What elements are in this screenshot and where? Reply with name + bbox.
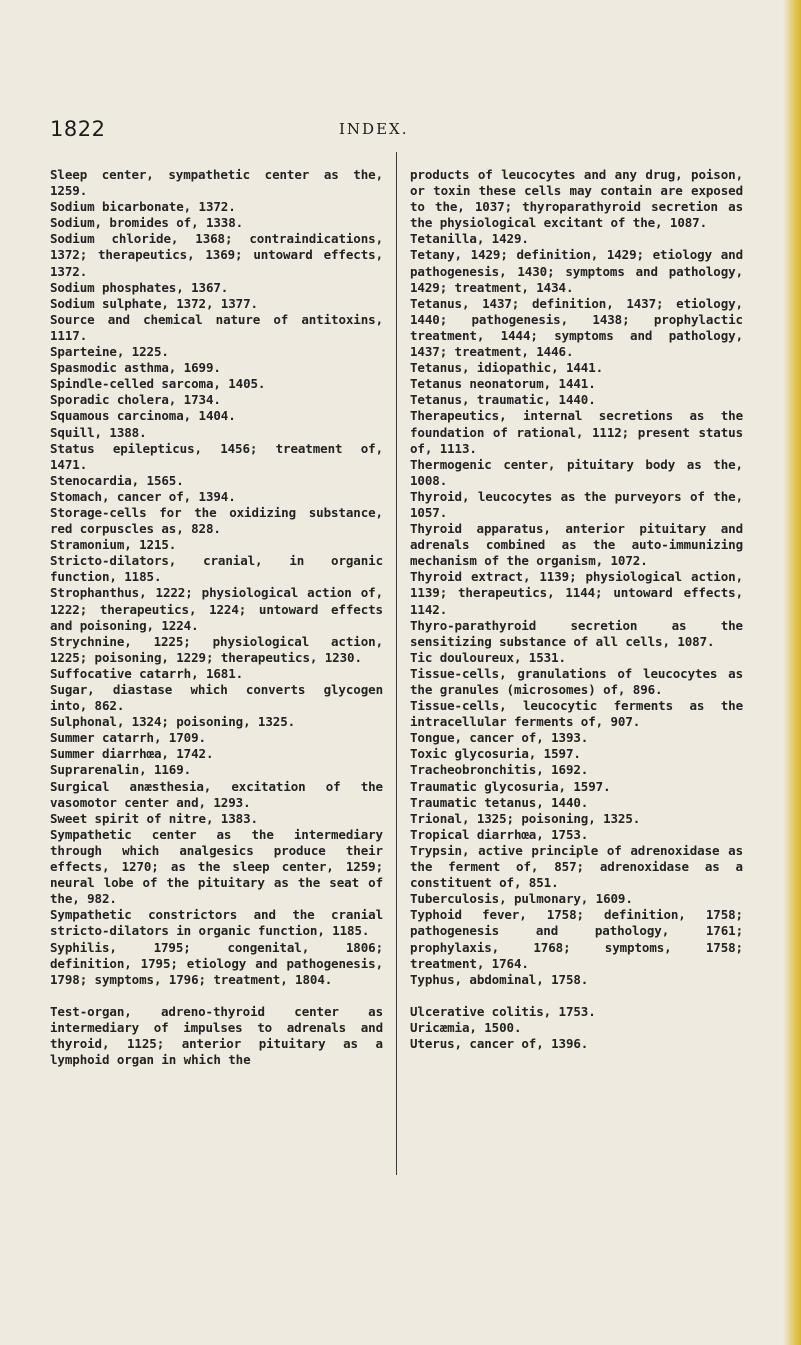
index-entry: Uricæmia, 1500.: [410, 1019, 522, 1035]
index-entry: Thyroid apparatus, anterior pituitary and adrenals combined as the auto-immunizing mechanism of the organism, 1072.: [410, 521, 743, 569]
index-entry: Syphilis, 1795; congenital, 1806; definition, 1795; etiology and pathogenesis, 1798; symptoms, 1796; treatment, 1804.: [50, 939, 383, 987]
index-entry: Strychnine, 1225; physiological action, 1225; poisoning, 1229; therapeutics, 1230.: [50, 633, 383, 665]
index-entry: Sugar, diastase which converts glycogen into, 862.: [50, 682, 383, 714]
index-entry: Storage-cells for the oxidizing substance, red corpuscles as, 828.: [50, 504, 383, 537]
index-entry: Sleep center, sympathetic center as the, 1259.: [50, 167, 383, 199]
index-entry: Squamous carcinoma, 1404.: [50, 408, 236, 424]
index-entry: Stramonium, 1215.: [50, 537, 177, 553]
index-entry: Tetany, 1429; definition, 1429; etiology and pathogenesis, 1430; symptoms and pathology, 1429; treatment, 1434.: [410, 247, 743, 295]
index-entry: Source and chemical nature of antitoxins, 1117.: [50, 311, 383, 343]
index-column-left: [50, 167, 383, 1068]
index-entry: Sodium phosphates, 1367.: [50, 279, 229, 295]
index-entry: Summer catarrh, 1709.: [50, 730, 206, 746]
index-entry: Sodium sulphate, 1372, 1377.: [50, 295, 258, 311]
index-entry: Squill, 1388.: [50, 424, 147, 440]
index-entry: Tetanus neonatorum, 1441.: [410, 376, 596, 392]
index-entry: Tetanilla, 1429.: [410, 231, 529, 247]
index-entry: Sodium bicarbonate, 1372.: [50, 199, 236, 215]
index-entry: Tetanus, idiopathic, 1441.: [410, 360, 604, 376]
index-entry: Tetanus, traumatic, 1440.: [410, 392, 596, 408]
page-number: 1822: [50, 117, 106, 141]
index-entry: Thermogenic center, pituitary body as the, 1008.: [410, 456, 743, 488]
index-entry: Stomach, cancer of, 1394.: [50, 488, 236, 504]
index-entry: Tetanus, 1437; definition, 1437; etiology, 1440; pathogenesis, 1438; prophylactic treatment, 1444; symptoms and pathology, 1437; treatment, 1446.: [410, 295, 743, 360]
index-entry: Trional, 1325; poisoning, 1325.: [410, 810, 641, 826]
index-entry: Traumatic tetanus, 1440.: [410, 794, 589, 810]
index-entry: Typhoid fever, 1758; definition, 1758; pathogenesis and pathology, 1761; prophylaxis, 1768; symptoms, 1758; treatment, 1764.: [410, 907, 743, 971]
index-entry: Sweet spirit of nitre, 1383.: [50, 810, 258, 826]
index-entry: Sparteine, 1225.: [50, 344, 169, 360]
page-header: [0, 117, 801, 147]
running-head: INDEX.: [339, 120, 409, 138]
index-entry: products of leucocytes and any drug, poison, or toxin these cells may contain are exposed to the, 1037; thyroparathyroid secretion as the physiological excitant of the, 1087.: [410, 167, 743, 231]
index-entry: Spindle-celled sarcoma, 1405.: [50, 376, 266, 392]
index-entry: Strophanthus, 1222; physiological action of, 1222; therapeutics, 1224; untoward effects and poisoning, 1224.: [50, 585, 383, 633]
index-entry: Tuberculosis, pulmonary, 1609.: [410, 891, 633, 907]
index-entry: Traumatic glycosuria, 1597.: [410, 778, 611, 794]
index-entry: Suprarenalin, 1169.: [50, 762, 192, 778]
index-entry: Trypsin, active principle of adrenoxidase as the ferment of, 857; adrenoxidase as a constituent of, 851.: [410, 842, 743, 891]
index-entry: Sulphonal, 1324; poisoning, 1325.: [50, 714, 296, 730]
index-entry: Tropical diarrhœa, 1753.: [410, 826, 589, 842]
index-entry: Sporadic cholera, 1734.: [50, 392, 221, 408]
index-entry: Tongue, cancer of, 1393.: [410, 730, 589, 746]
index-entry: Tissue-cells, granulations of leucocytes as the granules (microsomes) of, 896.: [410, 665, 743, 697]
index-entry: Surgical anæsthesia, excitation of the vasomotor center and, 1293.: [50, 778, 383, 810]
index-entry: Stricto-dilators, cranial, in organic function, 1185.: [50, 553, 383, 585]
index-column-right: [410, 167, 743, 1052]
index-entry: Tic douloureux, 1531.: [410, 649, 566, 665]
index-entry: Summer diarrhœa, 1742.: [50, 746, 214, 762]
index-entry: Therapeutics, internal secretions as the foundation of rational, 1112; present status of, 1113.: [410, 408, 743, 456]
column-divider: [396, 152, 397, 1175]
index-entry: Sodium, bromides of, 1338.: [50, 215, 244, 231]
index-entry: Typhus, abdominal, 1758.: [410, 971, 589, 987]
index-entry: Test-organ, adreno-thyroid center as intermediary of impulses to adrenals and thyroid, 1125; anterior pituitary as a lymphoid organ in which the: [50, 1003, 383, 1068]
index-entry: Tissue-cells, leucocytic ferments as the intracellular ferments of, 907.: [410, 698, 743, 730]
index-entry: Suffocative catarrh, 1681.: [50, 665, 244, 681]
index-entry: Sodium chloride, 1368; contraindications, 1372; therapeutics, 1369; untoward effects, 1372.: [50, 231, 383, 279]
index-entry: Thyroid extract, 1139; physiological action, 1139; therapeutics, 1144; untoward effects, 1142.: [410, 569, 743, 617]
index-entry: Sympathetic constrictors and the cranial stricto-dilators in organic function, 1185.: [50, 907, 383, 939]
index-entry: Tracheobronchitis, 1692.: [410, 762, 589, 778]
index-entry: Spasmodic asthma, 1699.: [50, 360, 221, 376]
index-entry: Toxic glycosuria, 1597.: [410, 746, 581, 762]
index-entry: Status epilepticus, 1456; treatment of, 1471.: [50, 440, 383, 472]
index-entry: Uterus, cancer of, 1396.: [410, 1035, 589, 1051]
index-entry: Thyro-parathyroid secretion as the sensitizing substance of all cells, 1087.: [410, 617, 743, 649]
index-entry: Sympathetic center as the intermediary through which analgesics produce their effects, 1270; as the sleep center, 1259; neural lobe of the pituitary as the seat of the, 982.: [50, 826, 383, 907]
index-entry: Thyroid, leucocytes as the purveyors of the, 1057.: [410, 488, 743, 520]
index-entry: Stenocardia, 1565.: [50, 472, 184, 488]
index-entry: Ulcerative colitis, 1753.: [410, 1003, 596, 1019]
page-edge: [783, 0, 801, 1345]
